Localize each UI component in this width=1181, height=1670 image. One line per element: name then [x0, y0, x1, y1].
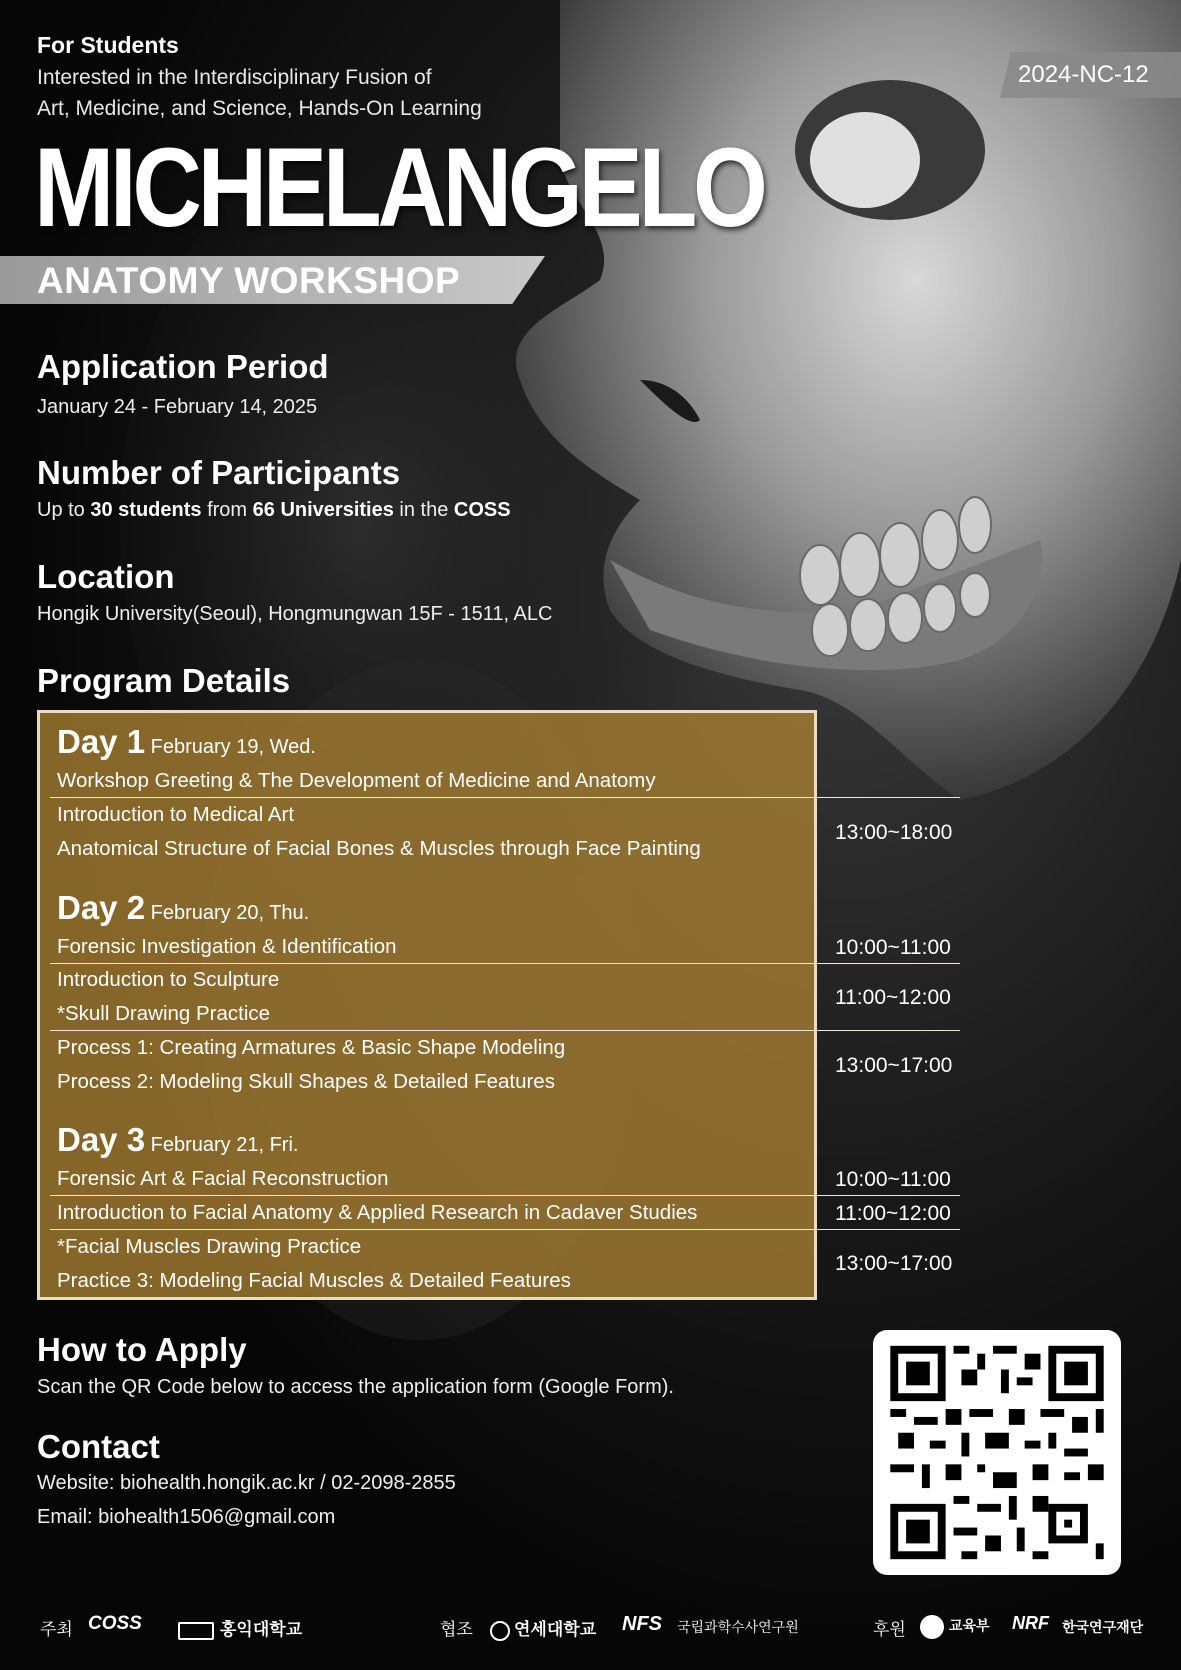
host-label: 주최: [40, 1620, 73, 1639]
day-2-item-1: Forensic Investigation & Identification: [57, 935, 397, 958]
nfs-logo: NFS: [622, 1613, 662, 1635]
participants-heading: Number of Participants: [37, 454, 401, 491]
coop-label: 협조: [440, 1620, 473, 1639]
qr-code-icon: [873, 1330, 1121, 1575]
nrf-logo: NRF: [1012, 1613, 1049, 1633]
divider: [50, 1030, 960, 1031]
subtitle: ANATOMY WORKSHOP: [37, 260, 461, 301]
nrf-name: 한국연구재단: [1062, 1619, 1144, 1635]
coss-logo: COSS: [88, 1613, 142, 1634]
contact-email: Email: biohealth1506@gmail.com: [37, 1506, 336, 1528]
main-title: MICHELANGELO: [34, 125, 764, 250]
contact-website: Website: biohealth.hongik.ac.kr / 02-2098-2855: [37, 1472, 456, 1494]
day-3-time-2: 11:00~12:00: [835, 1202, 951, 1225]
location-text: Hongik University(Seoul), Hongmungwan 15F - 1511, ALC: [37, 603, 553, 625]
day-1-time-1: 13:00~18:00: [835, 821, 953, 844]
day-2-item-2: Introduction to Sculpture: [57, 968, 280, 991]
code-badge-text: 2024-NC-12: [1018, 61, 1149, 88]
day-3-item-1: Forensic Art & Facial Reconstruction: [57, 1167, 389, 1190]
apply-text: Scan the QR Code below to access the application form (Google Form).: [37, 1376, 674, 1398]
day-3-item-4: Practice 3: Modeling Facial Muscles & Detailed Features: [57, 1269, 571, 1292]
day-2-header: Day 2 February 20, Thu.: [57, 889, 310, 926]
participants-text: Up to 30 students from 66 Universities in the COSS: [37, 499, 511, 521]
intro-line-1: Interested in the Interdisciplinary Fusion of: [37, 66, 432, 89]
audience-label: For Students: [37, 32, 179, 58]
divider: [50, 1195, 960, 1196]
taeguk-icon: [920, 1615, 944, 1639]
nfs-name: 국립과학수사연구원: [677, 1619, 799, 1635]
day-1-item-1: Workshop Greeting & The Development of Medicine and Anatomy: [57, 769, 656, 792]
application-text: January 24 - February 14, 2025: [37, 396, 318, 418]
qr-code[interactable]: [873, 1330, 1121, 1575]
footer: [0, 1615, 1181, 1645]
program-heading: Program Details: [37, 662, 291, 699]
contact-heading: Contact: [37, 1428, 160, 1465]
divider: [50, 963, 960, 964]
hongik-logo: 홍익대학교: [178, 1615, 302, 1640]
yonsei-emblem-icon: [490, 1621, 510, 1641]
yonsei-logo: 연세대학교: [490, 1615, 596, 1641]
day-1-header: Day 1 February 19, Wed.: [57, 723, 316, 760]
day-3-time-3: 13:00~17:00: [835, 1252, 953, 1275]
location-heading: Location: [37, 558, 175, 595]
day-2-item-5: Process 2: Modeling Skull Shapes & Detailed Features: [57, 1070, 555, 1093]
day-3-header: Day 3 February 21, Fri.: [57, 1121, 299, 1158]
divider: [50, 1229, 960, 1230]
day-2-item-3: *Skull Drawing Practice: [57, 1002, 271, 1025]
day-3-time-1: 10:00~11:00: [835, 1168, 951, 1191]
application-heading: Application Period: [37, 348, 329, 385]
divider: [50, 797, 960, 798]
intro-line-2: Art, Medicine, and Science, Hands-On Learning: [37, 97, 482, 120]
day-2-time-3: 13:00~17:00: [835, 1054, 953, 1077]
day-1-item-3: Anatomical Structure of Facial Bones & Muscles through Face Painting: [57, 837, 701, 860]
moe-logo: 교육부: [920, 1615, 990, 1639]
day-1-item-2: Introduction to Medical Art: [57, 803, 295, 826]
day-3-item-2: Introduction to Facial Anatomy & Applied Research in Cadaver Studies: [57, 1201, 698, 1224]
day-2-item-4: Process 1: Creating Armatures & Basic Shape Modeling: [57, 1036, 566, 1059]
apply-heading: How to Apply: [37, 1331, 247, 1368]
day-3-item-3: *Facial Muscles Drawing Practice: [57, 1235, 362, 1258]
day-2-time-2: 11:00~12:00: [835, 986, 951, 1009]
hongik-mark-icon: [178, 1622, 214, 1640]
day-2-time-1: 10:00~11:00: [835, 936, 951, 959]
sponsor-label: 후원: [873, 1620, 906, 1639]
